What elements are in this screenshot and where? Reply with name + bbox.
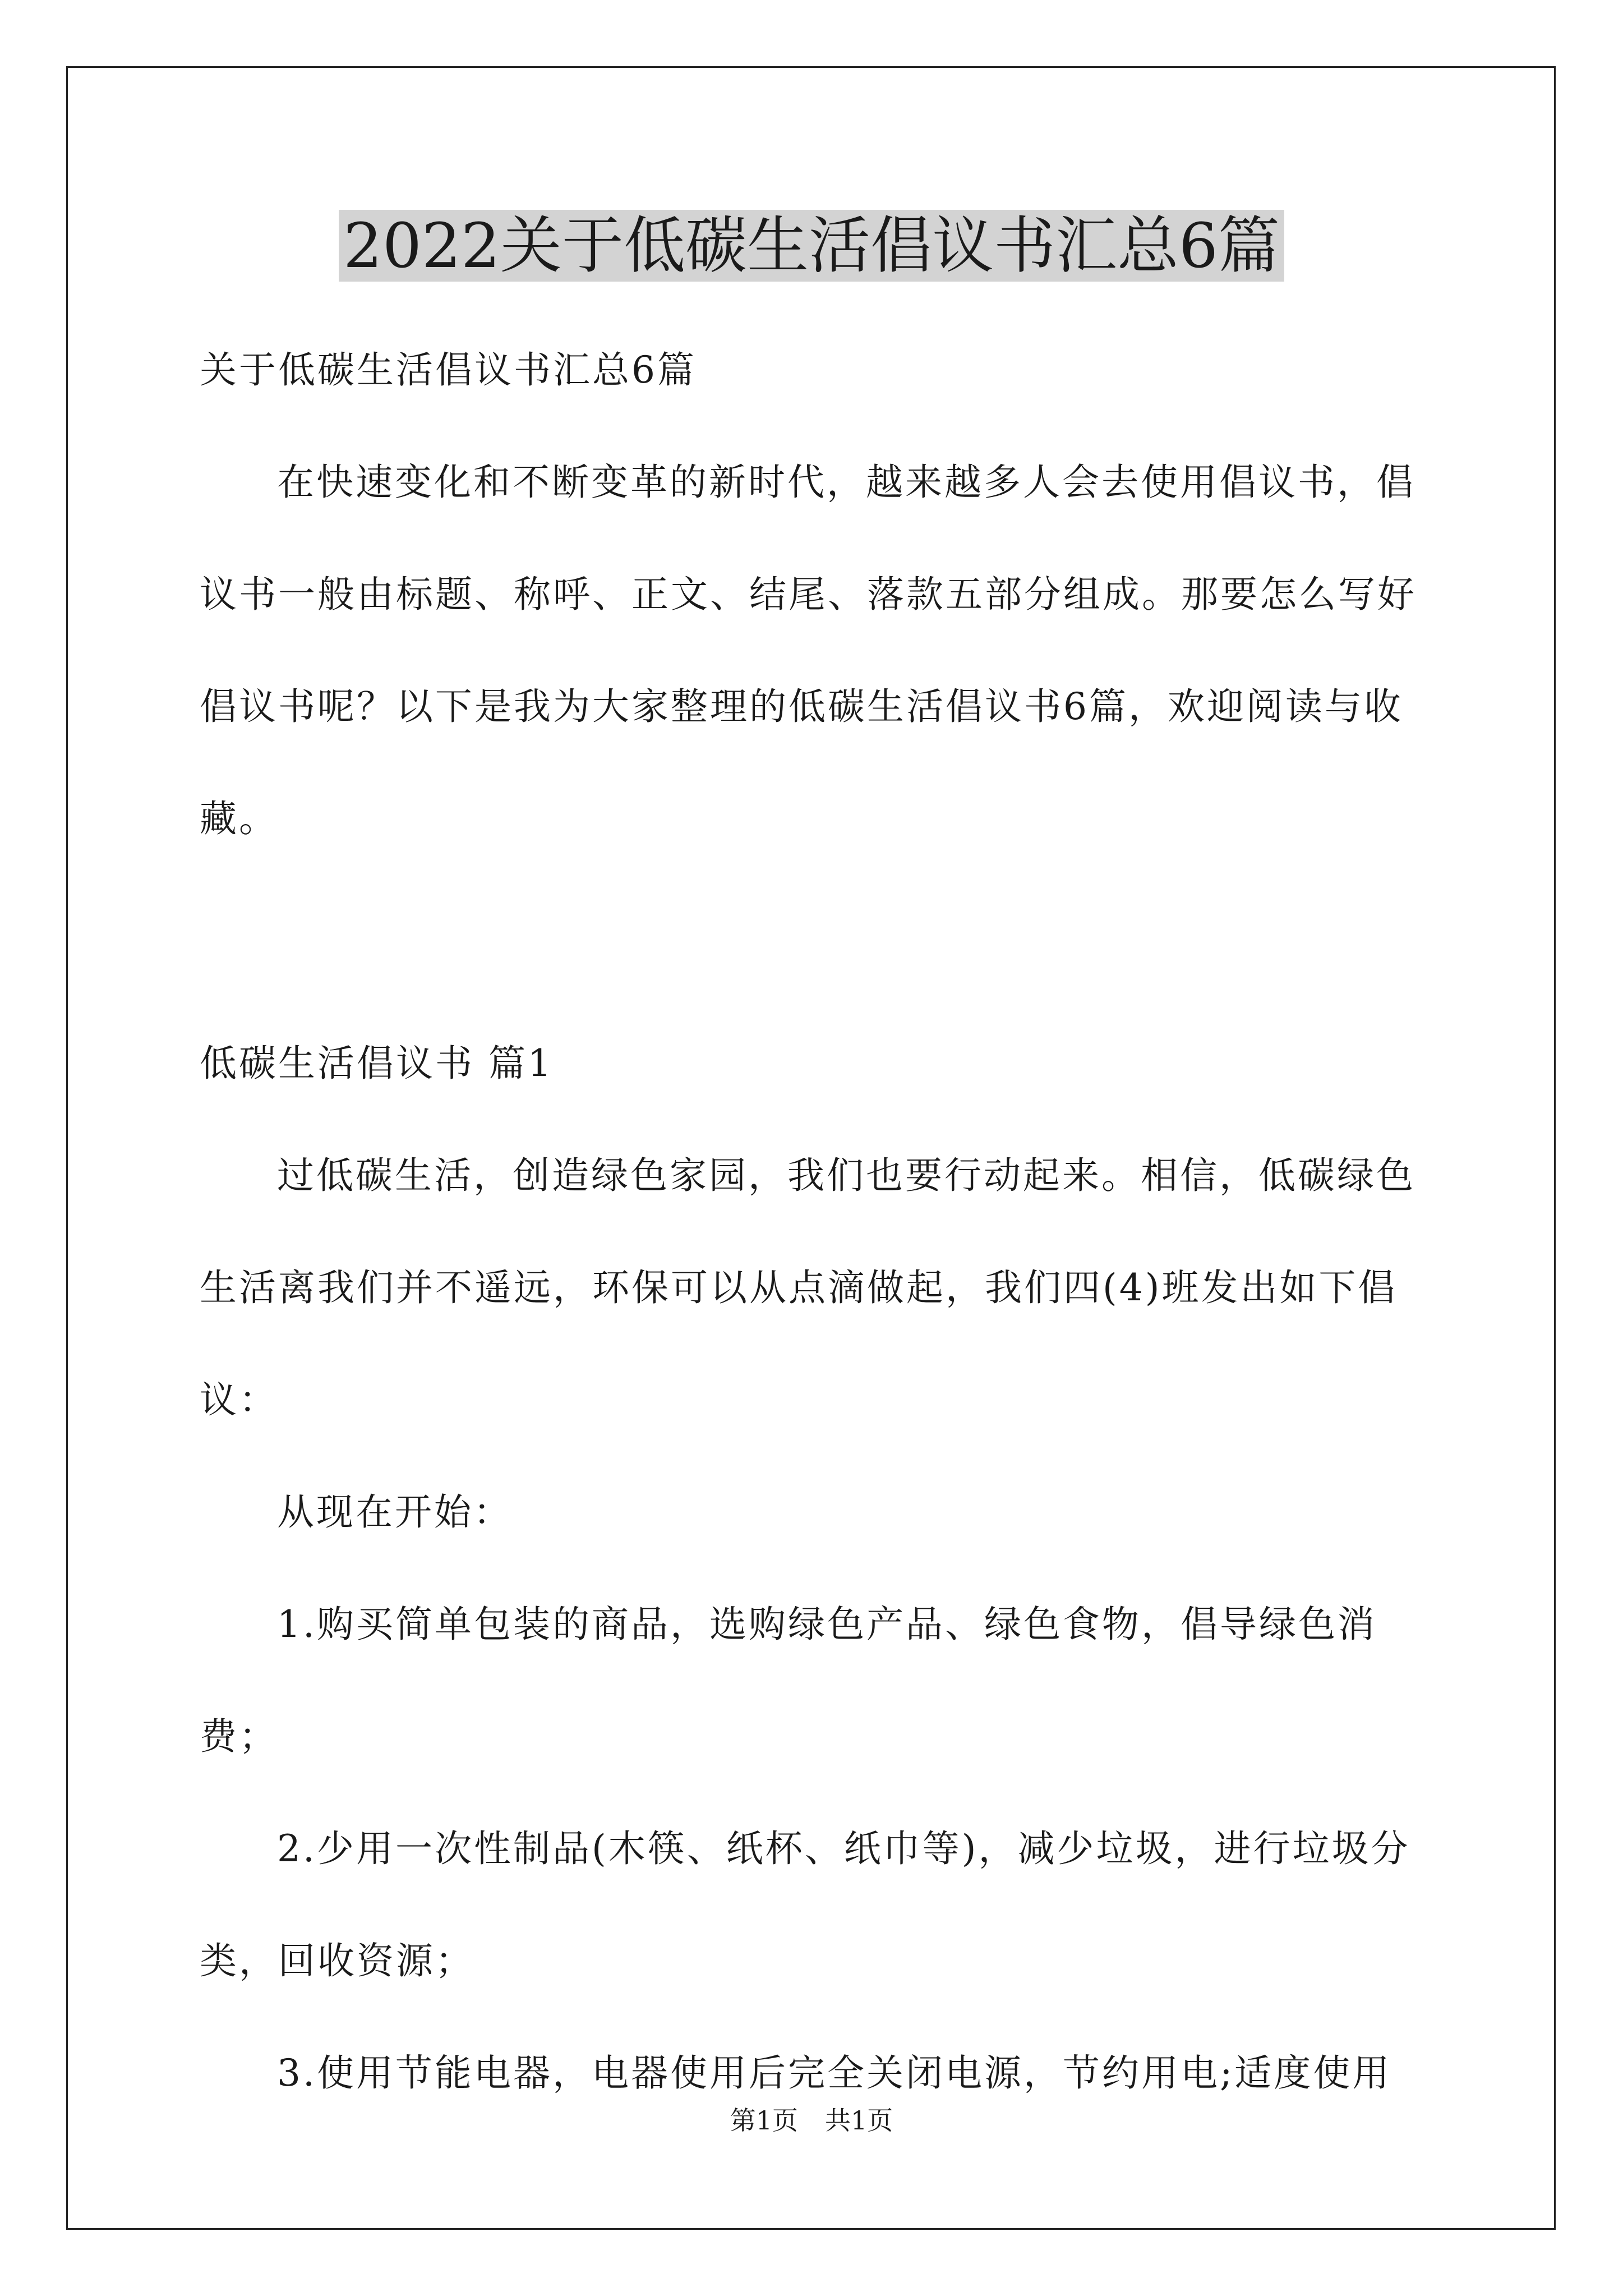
list-item: 2.少用一次性制品(木筷、纸杯、纸巾等)，减少垃圾，进行垃圾分类，回收资源； [200,1827,1410,1982]
body-paragraph: 过低碳生活，创造绿色家园，我们也要行动起来。相信，低碳绿色生活离我们并不遥远，环保可以从点滴做起，我们四(4)班发出如下倡议： [200,1154,1415,1421]
subtitle-paragraph: 关于低碳生活倡议书汇总6篇 [200,348,697,392]
page-number: 第1页 [730,2105,798,2136]
page-total: 共1页 [825,2105,893,2136]
intro-paragraph: 在快速变化和不断变革的新时代，越来越多人会去使用倡议书，倡议书一般由标题、称呼、正文、结尾、落款五部分组成。那要怎么写好倡议书呢？以下是我为大家整理的低碳生活倡议书6篇，欢迎阅读与收藏。 [200,461,1417,840]
document-body [200,314,1428,2129]
list-item: 3.使用节能电器，电器使用后完全关闭电源，节约用电;适度使用 [277,2051,1392,2095]
list-item: 1.购买简单包装的商品，选购绿色产品、绿色食物，倡导绿色消费； [200,1603,1377,1758]
page-footer [0,2104,1623,2137]
section-heading: 低碳生活倡议书 篇1 [200,1042,554,1085]
document-title-text: 2022关于低碳生活倡议书汇总6篇 [339,210,1284,282]
body-paragraph: 从现在开始： [277,1490,513,1534]
document-title [0,206,1623,285]
